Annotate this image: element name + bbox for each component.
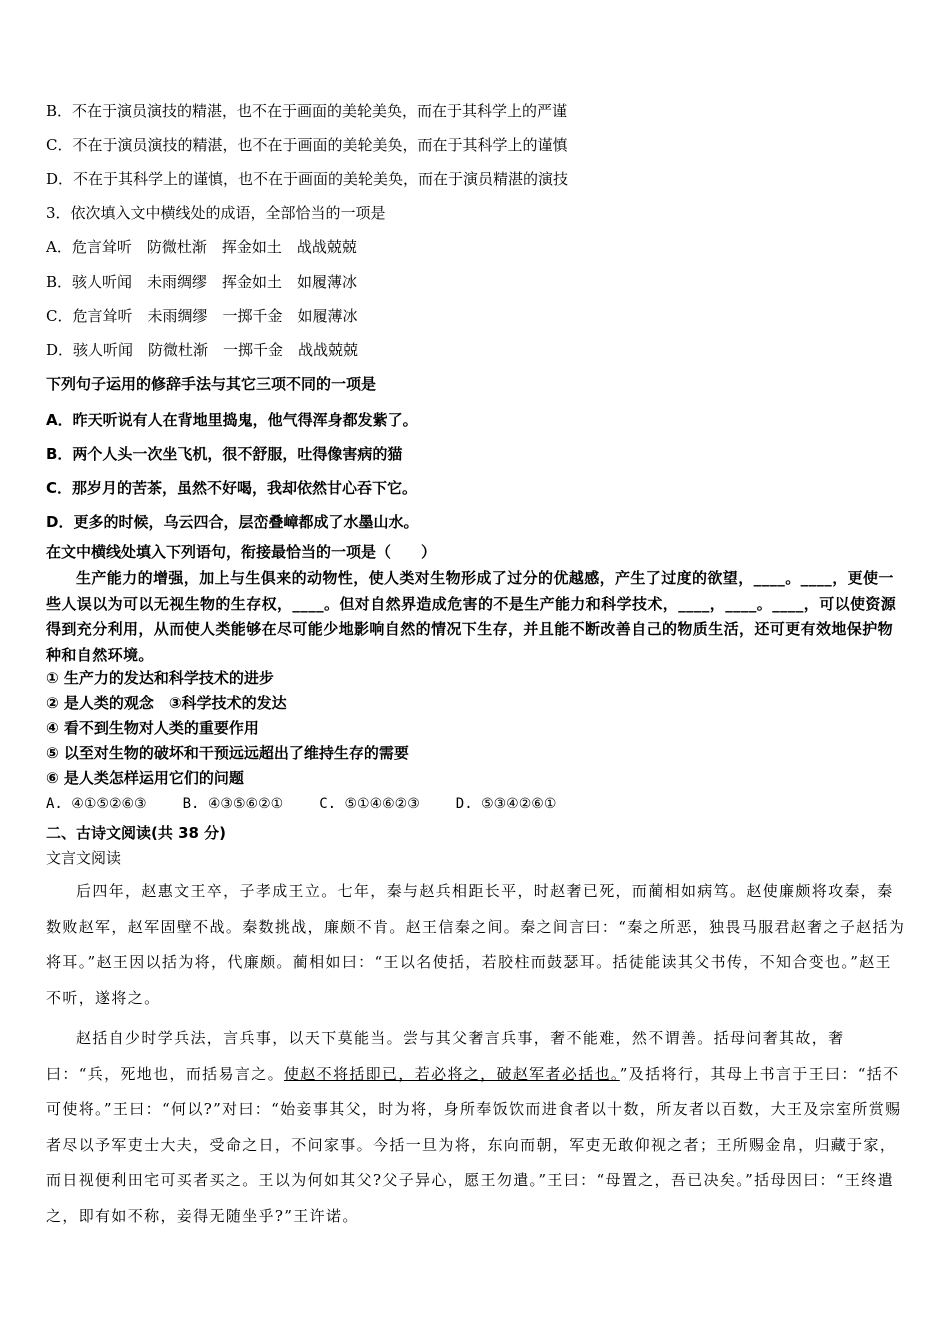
- para2-underlined-sentence: 使赵不将括即已，若必将之，破赵军者必括也。: [283, 1064, 620, 1083]
- classical-paragraph-1: 后四年，赵惠文王卒，子孝成王立。七年，秦与赵兵相距长平，时赵奢已死，而蔺相如病笃。赵使廉颇将攻秦，秦数败赵军，赵军固壁不战。秦数挑战，廉颇不肯。赵王信秦之间。秦之间言曰：“秦之所恶，独畏马服君赵奢之子赵括为将耳。”赵王因以括为将，代廉颇。蔺相如曰：“王以名使括，若胶柱而鼓瑟耳。括徒能读其父书传，不知合变也。”赵王不听，遂将之。: [46, 882, 906, 1007]
- q2-option-b: B．不在于演员演技的精湛，也不在于画面的美轮美奂，而在于其科学上的严谨: [46, 102, 568, 120]
- q2-option-c: C．不在于演员演技的精湛，也不在于画面的美轮美奂，而在于其科学上的谨慎: [46, 136, 568, 154]
- q5-choice-d: D. ⑤③④②⑥①: [455, 796, 557, 812]
- para2-text-after: ”及括将行，其母上书言于王曰：“括不可使将。”王曰：“何以?”对曰：“始妾事其父，时为将，身所奉饭饮而进食者以十数，所友者以百数，大王及宗室所赏赐者尽以予军吏士大夫，受命之日，不问家事。今括一旦为将，东向而朝，军吏无敢仰视之者；王所赐金帛，归藏于家，而日视便利田宅可买者买之。王以为何如其父?父子异心，愿王勿遣。”王曰：“母置之，吾已决矣。”括母因曰：“王终遣之，即有如不称，妾得无随坐乎?”王许诺。: [46, 1064, 902, 1225]
- q5-item-5: ⑤ 以至对生物的破坏和干预远远超出了维持生存的需要: [46, 744, 409, 762]
- q5-item-4: ④ 看不到生物对人类的重要作用: [46, 719, 259, 737]
- q4-option-c: C．那岁月的苦茶，虽然不好喝，我却依然甘心吞下它。: [46, 479, 418, 497]
- section-heading: 二、古诗文阅读(共 38 分): [46, 824, 227, 842]
- q5-item-6: ⑥ 是人类怎样运用它们的问题: [46, 769, 244, 787]
- para2-text-before: 赵括自少时学兵法，言兵事，以天下莫能当。尝与其父奢言兵事，奢不能难，然不谓善。括母问奢其故，奢曰：“兵，死地也，而括易言之。: [46, 1029, 845, 1083]
- q4-option-a: A．昨天听说有人在背地里捣鬼，他气得浑身都发紫了。: [46, 411, 418, 429]
- q3-option-a: A．危言耸听 防微杜渐 挥金如土 战战兢兢: [46, 238, 357, 256]
- q3-option-c: C．危言耸听 未雨绸缪 一掷千金 如履薄冰: [46, 307, 358, 325]
- q5-stem: 在文中横线处填入下列语句，衔接最恰当的一项是（ ）: [46, 543, 437, 561]
- q5-choice-b: B. ④③⑤⑥②①: [182, 796, 284, 812]
- q5-choice-c: C. ⑤①④⑥②③: [319, 796, 420, 812]
- q3-option-b: B．骇人听闻 未雨绸缪 挥金如土 如履薄冰: [46, 273, 358, 291]
- q5-choices: [46, 794, 592, 814]
- q5-item-2-3: ② 是人类的观念 ③科学技术的发达: [46, 694, 287, 712]
- q5-item-1: ① 生产力的发达和科学技术的进步: [46, 669, 274, 687]
- q4-stem: 下列句子运用的修辞手法与其它三项不同的一项是: [46, 375, 377, 393]
- q5-choice-a: A. ④①⑤②⑥③: [46, 796, 147, 812]
- q2-option-d: D．不在于其科学上的谨慎，也不在于画面的美轮美奂，而在于演员精湛的演技: [46, 170, 569, 188]
- q4-option-d: D．更多的时候，乌云四合，层峦叠嶂都成了水墨山水。: [46, 513, 419, 531]
- q3-stem: 3．依次填入文中横线处的成语，全部恰当的一项是: [46, 204, 386, 222]
- q3-option-d: D．骇人听闻 防微杜渐 一掷千金 战战兢兢: [46, 341, 359, 359]
- classical-paragraph-2: [46, 1021, 908, 1234]
- q5-passage: 生产能力的增强，加上与生俱来的动物性，使人类对生物形成了过分的优越感，产生了过度的欲望，____。____，更使一些人误以为可以无视生物的生存权，____。但对自然界造成危害的不是生产能力和科学技术，____，____。____，可以使资源得到充分利用，从而使人类能够在尽可能少地影响自然的情况下生存，并且能不断改善自己的物质生活，还可更有效地保护物种和自然环境。: [46, 569, 897, 664]
- subsection-heading: 文言文阅读: [46, 849, 122, 867]
- q4-option-b: B．两个人头一次坐飞机，很不舒服，吐得像害病的猫: [46, 445, 403, 463]
